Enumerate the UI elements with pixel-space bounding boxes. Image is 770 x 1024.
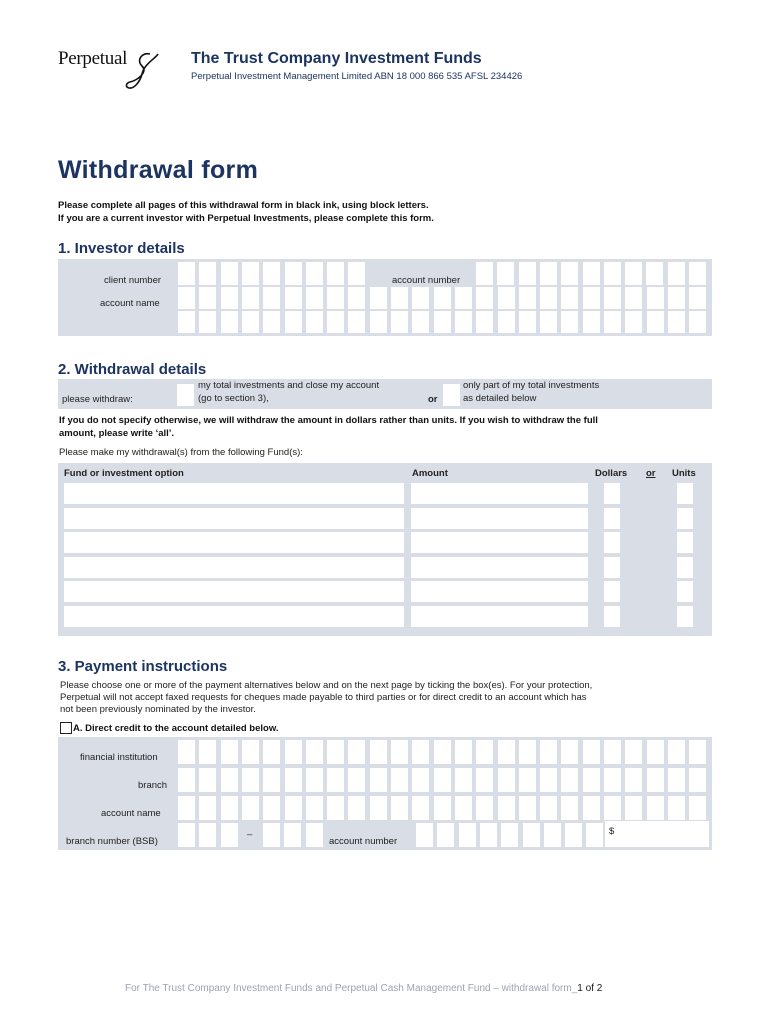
option-partial-line-1: only part of my total investments bbox=[463, 380, 600, 391]
page-number: 1 of 2 bbox=[577, 983, 603, 994]
char-box[interactable] bbox=[221, 287, 238, 309]
col-amount-header: Amount bbox=[412, 468, 448, 479]
bsb-box[interactable] bbox=[284, 823, 301, 847]
bsb-box[interactable] bbox=[306, 823, 323, 847]
payment-para-line-2: Perpetual will not accept faxed requests for cheques made payable to third parties or for direct credit to an account which has bbox=[60, 692, 587, 703]
char-box[interactable] bbox=[647, 740, 664, 764]
char-box[interactable] bbox=[455, 287, 472, 309]
char-box[interactable] bbox=[434, 311, 451, 333]
char-box[interactable] bbox=[178, 262, 195, 285]
char-box[interactable] bbox=[647, 796, 664, 820]
abn-line: Perpetual Investment Management Limited ABN 18 000 866 535 AFSL 234426 bbox=[191, 71, 523, 82]
char-box[interactable] bbox=[327, 796, 344, 820]
section-1-heading: 1. Investor details bbox=[58, 240, 185, 257]
char-box[interactable] bbox=[583, 796, 600, 820]
col-or-header: or bbox=[646, 468, 656, 479]
char-box[interactable] bbox=[348, 262, 365, 285]
char-box[interactable] bbox=[476, 287, 493, 309]
char-box[interactable] bbox=[263, 311, 280, 333]
dollars-checkbox[interactable] bbox=[604, 532, 620, 553]
amount-input[interactable] bbox=[411, 581, 588, 602]
char-box[interactable] bbox=[348, 768, 365, 792]
char-box[interactable] bbox=[242, 740, 259, 764]
char-box[interactable] bbox=[498, 287, 515, 309]
char-box[interactable] bbox=[306, 768, 323, 792]
char-box[interactable] bbox=[498, 740, 515, 764]
account-number-box[interactable] bbox=[501, 823, 518, 847]
char-box[interactable] bbox=[519, 796, 536, 820]
char-box[interactable] bbox=[327, 262, 344, 285]
char-box[interactable] bbox=[561, 262, 578, 285]
char-box[interactable] bbox=[498, 796, 515, 820]
char-box[interactable] bbox=[540, 311, 557, 333]
char-box[interactable] bbox=[242, 287, 259, 309]
char-box[interactable] bbox=[561, 311, 578, 333]
payment-para-line-1: Please choose one or more of the payment alternatives below and on the next page by ticking the box(es). For your protection, bbox=[60, 680, 593, 691]
account-number-label: account number bbox=[392, 275, 461, 286]
char-box[interactable] bbox=[434, 796, 451, 820]
dollars-checkbox[interactable] bbox=[604, 606, 620, 627]
branch-label: branch bbox=[138, 780, 168, 791]
close-account-checkbox[interactable] bbox=[177, 384, 194, 406]
units-checkbox[interactable] bbox=[677, 581, 693, 602]
units-checkbox[interactable] bbox=[677, 508, 693, 529]
withdraw-options-panel bbox=[58, 379, 712, 409]
char-box[interactable] bbox=[689, 740, 706, 764]
char-box[interactable] bbox=[285, 262, 302, 285]
char-box[interactable] bbox=[370, 287, 387, 309]
char-box[interactable] bbox=[412, 740, 429, 764]
dollars-checkbox[interactable] bbox=[604, 557, 620, 578]
footer-text: For The Trust Company Investment Funds and Perpetual Cash Management Fund – withdrawal form_ bbox=[125, 983, 578, 994]
amount-input[interactable] bbox=[411, 532, 588, 553]
bsb-dash: – bbox=[247, 829, 253, 840]
account-number-box[interactable] bbox=[586, 823, 603, 847]
char-box[interactable] bbox=[306, 287, 323, 309]
char-box[interactable] bbox=[647, 768, 664, 792]
char-box[interactable] bbox=[263, 287, 280, 309]
withdraw-note-line-1: If you do not specify otherwise, we will withdraw the amount in dollars rather than units. If you wish to withdraw the full bbox=[59, 415, 598, 426]
funds-table bbox=[58, 463, 712, 636]
char-box[interactable] bbox=[306, 740, 323, 764]
char-box[interactable] bbox=[519, 287, 536, 309]
or-label: or bbox=[428, 394, 438, 405]
financial-institution-label: financial institution bbox=[80, 752, 158, 763]
amount-input[interactable] bbox=[411, 508, 588, 529]
char-box[interactable] bbox=[583, 287, 600, 309]
char-box[interactable] bbox=[604, 740, 621, 764]
char-box[interactable] bbox=[604, 287, 621, 309]
char-box[interactable] bbox=[625, 287, 642, 309]
char-box[interactable] bbox=[178, 768, 195, 792]
option-total-line-1: my total investments and close my account bbox=[198, 380, 380, 391]
dollars-checkbox[interactable] bbox=[604, 508, 620, 529]
char-box[interactable] bbox=[476, 311, 493, 333]
char-box[interactable] bbox=[327, 311, 344, 333]
char-box[interactable] bbox=[625, 740, 642, 764]
direct-credit-panel bbox=[58, 737, 712, 850]
char-box[interactable] bbox=[263, 768, 280, 792]
char-box[interactable] bbox=[604, 311, 621, 333]
partial-withdrawal-checkbox[interactable] bbox=[443, 384, 460, 406]
char-box[interactable] bbox=[327, 740, 344, 764]
char-box[interactable] bbox=[348, 796, 365, 820]
amount-input[interactable] bbox=[411, 483, 588, 504]
char-box[interactable] bbox=[519, 311, 536, 333]
char-box[interactable] bbox=[242, 262, 259, 285]
char-box[interactable] bbox=[647, 287, 664, 309]
char-box[interactable] bbox=[668, 740, 685, 764]
char-box[interactable] bbox=[221, 740, 238, 764]
char-box[interactable] bbox=[348, 740, 365, 764]
char-box[interactable] bbox=[498, 311, 515, 333]
char-box[interactable] bbox=[370, 768, 387, 792]
option-total-line-2: (go to section 3), bbox=[198, 393, 269, 404]
char-box[interactable] bbox=[391, 796, 408, 820]
char-box[interactable] bbox=[391, 768, 408, 792]
account-number-box[interactable] bbox=[544, 823, 561, 847]
char-box[interactable] bbox=[434, 740, 451, 764]
char-box[interactable] bbox=[285, 796, 302, 820]
char-box[interactable] bbox=[285, 740, 302, 764]
bsb-box[interactable] bbox=[199, 823, 216, 847]
char-box[interactable] bbox=[561, 740, 578, 764]
char-box[interactable] bbox=[199, 311, 216, 333]
units-checkbox[interactable] bbox=[677, 557, 693, 578]
units-checkbox[interactable] bbox=[677, 532, 693, 553]
char-box[interactable] bbox=[199, 740, 216, 764]
account-name-label: account name bbox=[100, 298, 160, 309]
char-box[interactable] bbox=[583, 262, 600, 285]
funds-intro: Please make my withdrawal(s) from the following Fund(s): bbox=[59, 447, 303, 458]
char-box[interactable] bbox=[583, 311, 600, 333]
char-box[interactable] bbox=[370, 311, 387, 333]
char-box[interactable] bbox=[327, 287, 344, 309]
char-box[interactable] bbox=[625, 768, 642, 792]
char-box[interactable] bbox=[263, 740, 280, 764]
char-box[interactable] bbox=[285, 287, 302, 309]
char-box[interactable] bbox=[647, 311, 664, 333]
char-box[interactable] bbox=[497, 262, 514, 285]
char-box[interactable] bbox=[199, 287, 216, 309]
char-box[interactable] bbox=[689, 768, 706, 792]
fund-name-input[interactable] bbox=[64, 508, 404, 529]
char-box[interactable] bbox=[583, 768, 600, 792]
char-box[interactable] bbox=[540, 740, 557, 764]
char-box[interactable] bbox=[540, 796, 557, 820]
units-checkbox[interactable] bbox=[677, 606, 693, 627]
char-box[interactable] bbox=[625, 796, 642, 820]
fund-name-input[interactable] bbox=[64, 606, 404, 627]
char-box[interactable] bbox=[604, 768, 621, 792]
char-box[interactable] bbox=[412, 796, 429, 820]
char-box[interactable] bbox=[178, 796, 195, 820]
char-box[interactable] bbox=[604, 796, 621, 820]
instruction-line-2: If you are a current investor with Perpetual Investments, please complete this form. bbox=[58, 213, 434, 224]
page-title: Withdrawal form bbox=[58, 156, 259, 184]
char-box[interactable] bbox=[455, 311, 472, 333]
char-box[interactable] bbox=[668, 311, 685, 333]
char-box[interactable] bbox=[178, 287, 195, 309]
char-box[interactable] bbox=[668, 796, 685, 820]
char-box[interactable] bbox=[689, 311, 706, 333]
char-box[interactable] bbox=[646, 262, 663, 285]
char-box[interactable] bbox=[285, 311, 302, 333]
col-fund-header: Fund or investment option bbox=[64, 468, 184, 479]
perpetual-logo-text: Perpetual bbox=[58, 48, 128, 69]
char-box[interactable] bbox=[689, 262, 706, 285]
char-box[interactable] bbox=[242, 796, 259, 820]
char-box[interactable] bbox=[476, 262, 493, 285]
char-box[interactable] bbox=[199, 796, 216, 820]
account-number-box[interactable] bbox=[480, 823, 497, 847]
account-number-label-3: account number bbox=[329, 836, 398, 847]
account-number-box[interactable] bbox=[459, 823, 476, 847]
char-box[interactable] bbox=[604, 262, 621, 285]
section-2-heading: 2. Withdrawal details bbox=[58, 361, 207, 378]
char-box[interactable] bbox=[391, 287, 408, 309]
char-box[interactable] bbox=[221, 768, 238, 792]
char-box[interactable] bbox=[348, 311, 365, 333]
dollar-sign: $ bbox=[609, 826, 615, 837]
char-box[interactable] bbox=[476, 768, 493, 792]
char-box[interactable] bbox=[221, 311, 238, 333]
char-box[interactable] bbox=[199, 768, 216, 792]
char-box[interactable] bbox=[625, 262, 642, 285]
char-box[interactable] bbox=[434, 768, 451, 792]
char-box[interactable] bbox=[306, 796, 323, 820]
char-box[interactable] bbox=[455, 796, 472, 820]
char-box[interactable] bbox=[498, 768, 515, 792]
bsb-box[interactable] bbox=[178, 823, 195, 847]
char-box[interactable] bbox=[327, 768, 344, 792]
units-checkbox[interactable] bbox=[677, 483, 693, 504]
char-box[interactable] bbox=[412, 311, 429, 333]
char-box[interactable] bbox=[242, 768, 259, 792]
bsb-label: branch number (BSB) bbox=[66, 836, 158, 847]
payment-para-line-3: not been previously nominated by the investor. bbox=[60, 704, 256, 715]
fund-name-input[interactable] bbox=[64, 532, 404, 553]
char-box[interactable] bbox=[178, 740, 195, 764]
char-box[interactable] bbox=[519, 768, 536, 792]
dollars-checkbox[interactable] bbox=[604, 483, 620, 504]
fund-name-input[interactable] bbox=[64, 581, 404, 602]
char-box[interactable] bbox=[540, 287, 557, 309]
char-box[interactable] bbox=[625, 311, 642, 333]
account-number-box[interactable] bbox=[416, 823, 433, 847]
char-box[interactable] bbox=[540, 262, 557, 285]
char-box[interactable] bbox=[689, 796, 706, 820]
char-box[interactable] bbox=[668, 287, 685, 309]
amount-input[interactable] bbox=[411, 557, 588, 578]
bsb-box[interactable] bbox=[263, 823, 280, 847]
char-box[interactable] bbox=[306, 262, 323, 285]
char-box[interactable] bbox=[263, 262, 280, 285]
account-number-box[interactable] bbox=[437, 823, 454, 847]
direct-credit-label: A. Direct credit to the account detailed below. bbox=[73, 723, 279, 734]
char-box[interactable] bbox=[455, 768, 472, 792]
char-box[interactable] bbox=[540, 768, 557, 792]
char-box[interactable] bbox=[434, 287, 451, 309]
amount-input[interactable] bbox=[411, 606, 588, 627]
char-box[interactable] bbox=[412, 768, 429, 792]
instruction-line-1: Please complete all pages of this withdrawal form in black ink, using block letters. bbox=[58, 200, 429, 211]
char-box[interactable] bbox=[242, 311, 259, 333]
char-box[interactable] bbox=[519, 262, 536, 285]
char-box[interactable] bbox=[476, 740, 493, 764]
client-number-label: client number bbox=[104, 275, 162, 286]
char-box[interactable] bbox=[689, 287, 706, 309]
char-box[interactable] bbox=[583, 740, 600, 764]
char-box[interactable] bbox=[561, 287, 578, 309]
char-box[interactable] bbox=[668, 768, 685, 792]
withdraw-note-line-2: amount, please write ‘all’. bbox=[59, 428, 175, 439]
section-3-heading: 3. Payment instructions bbox=[58, 658, 228, 675]
account-number-box[interactable] bbox=[565, 823, 582, 847]
char-box[interactable] bbox=[391, 740, 408, 764]
perpetual-logo-icon bbox=[120, 50, 164, 90]
char-box[interactable] bbox=[370, 796, 387, 820]
char-box[interactable] bbox=[391, 311, 408, 333]
char-box[interactable] bbox=[199, 262, 216, 285]
char-box[interactable] bbox=[263, 796, 280, 820]
amount-input[interactable] bbox=[605, 821, 709, 847]
fund-name-input[interactable] bbox=[64, 483, 404, 504]
direct-credit-checkbox[interactable] bbox=[60, 722, 72, 734]
char-box[interactable] bbox=[285, 768, 302, 792]
char-box[interactable] bbox=[561, 768, 578, 792]
dollars-checkbox[interactable] bbox=[604, 581, 620, 602]
investor-details-panel bbox=[58, 259, 712, 336]
account-name-label-3: account name bbox=[101, 808, 161, 819]
char-box[interactable] bbox=[306, 311, 323, 333]
account-number-box[interactable] bbox=[523, 823, 540, 847]
char-box[interactable] bbox=[221, 796, 238, 820]
char-box[interactable] bbox=[519, 740, 536, 764]
please-withdraw-label: please withdraw: bbox=[62, 394, 133, 405]
char-box[interactable] bbox=[668, 262, 685, 285]
char-box[interactable] bbox=[178, 311, 195, 333]
fund-name-input[interactable] bbox=[64, 557, 404, 578]
col-units-header: Units bbox=[672, 468, 696, 479]
option-partial-line-2: as detailed below bbox=[463, 393, 537, 404]
char-box[interactable] bbox=[561, 796, 578, 820]
char-box[interactable] bbox=[476, 796, 493, 820]
char-box[interactable] bbox=[455, 740, 472, 764]
char-box[interactable] bbox=[370, 740, 387, 764]
col-dollars-header: Dollars bbox=[595, 468, 628, 479]
char-box[interactable] bbox=[348, 287, 365, 309]
bsb-box[interactable] bbox=[221, 823, 238, 847]
company-name: The Trust Company Investment Funds bbox=[191, 50, 482, 67]
char-box[interactable] bbox=[412, 287, 429, 309]
footer bbox=[125, 983, 602, 994]
char-box[interactable] bbox=[221, 262, 238, 285]
